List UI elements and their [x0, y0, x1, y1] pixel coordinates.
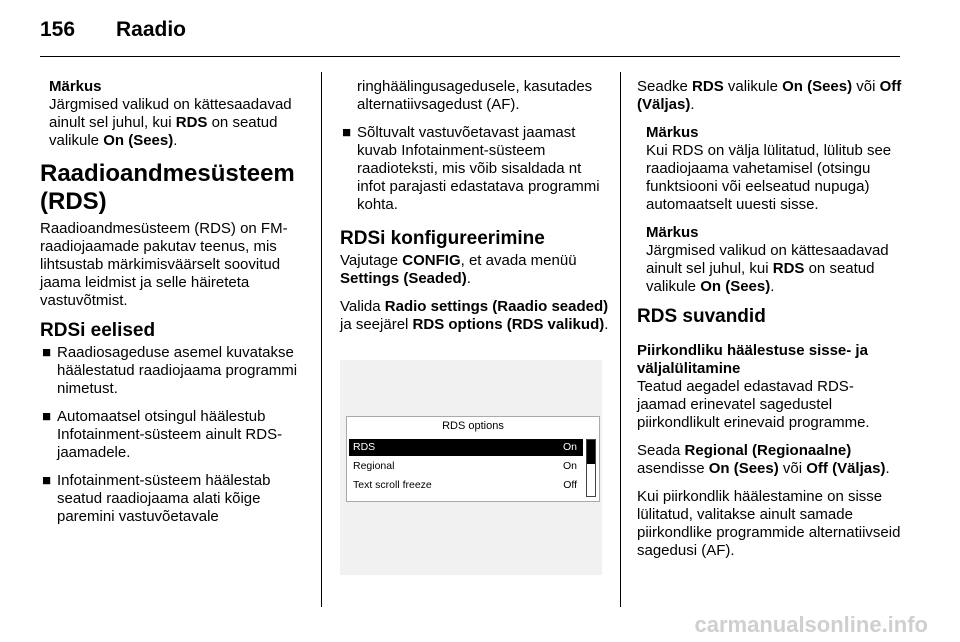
- advantages-list: [40, 344, 310, 526]
- section-title: Raadioandmesüsteem (RDS): [40, 160, 295, 215]
- bullet-icon: ■: [342, 124, 352, 141]
- text: .: [690, 96, 695, 113]
- note-block-2: [646, 124, 902, 214]
- note-block-1: [49, 78, 310, 150]
- config-button-ref: CONFIG: [402, 252, 461, 269]
- text: või: [778, 460, 807, 477]
- column-2: [340, 78, 612, 344]
- menu-scrollbar[interactable]: [586, 439, 596, 497]
- note-text: on seatud valikule: [646, 260, 875, 295]
- note-text: on seatud valikule: [49, 114, 278, 149]
- note-on: On (Sees): [700, 278, 771, 295]
- page-number: 156: [40, 18, 76, 41]
- menu-title: RDS options: [442, 420, 504, 432]
- menu-item-text-scroll-freeze[interactable]: [349, 477, 583, 494]
- column-3: [637, 78, 902, 570]
- continued-text: ringhäälingusagedusele, kasutades alternatiivsagedust (AF).: [357, 78, 593, 113]
- scrollbar-thumb[interactable]: [587, 440, 595, 464]
- note-heading: Märkus: [49, 78, 102, 95]
- list-item: [40, 408, 310, 462]
- note-text: Kui RDS on välja lülitatud, lülitub see raadiojaama vahetamisel (otsingu funktsiooni või eelseatud nupuga) automaatselt uuesti sisse.: [646, 142, 892, 213]
- list-item-text: Sõltuvalt vastuvõetavast jaamast kuvab Infotainment-süsteem raadioteksti, mis võib sisaldada nt infot parajasti edastatava programmi kohta.: [357, 124, 600, 213]
- radio-settings-ref: Radio settings (Raadio seaded): [384, 298, 609, 315]
- menu-item-value: On: [562, 441, 577, 453]
- off-ref: Off (Väljas): [806, 460, 886, 477]
- note-end: .: [770, 278, 775, 295]
- column-1: [40, 78, 310, 536]
- note-rds: RDS: [772, 260, 805, 277]
- note-heading: Märkus: [646, 124, 699, 141]
- menu-item-label: Text scroll freeze: [353, 479, 432, 491]
- config-heading: RDSi konfigureerimine: [340, 228, 545, 249]
- rds-ref: RDS: [692, 78, 724, 95]
- regional-af-text: Kui piirkondlik häälestamine on sisse lülitatud, valitakse ainult samade piirkondlike programmide alternatiivseid sagedusi (AF).: [637, 488, 901, 559]
- text: Valida: [340, 298, 385, 315]
- config-step-1: [340, 252, 612, 288]
- off-ref: Off (Väljas): [637, 78, 902, 113]
- text: või: [852, 78, 880, 95]
- config-step-2: [340, 298, 612, 334]
- text: asendisse: [637, 460, 709, 477]
- on-ref: On (Sees): [708, 460, 779, 477]
- regional-text: Teatud aegadel edastavad RDS-jaamad erinevatel sagedustel piirkondlikult erinevaid programme.: [637, 378, 870, 431]
- note-text: Järgmised valikud on kättesaadavad ainult sel juhul, kui: [646, 242, 889, 277]
- text: , et avada menüü: [460, 252, 577, 269]
- rds-options-heading: RDS suvandid: [637, 306, 766, 327]
- list-item: [340, 124, 612, 214]
- menu-item-label: Regional: [353, 460, 395, 472]
- text: Seadke: [637, 78, 693, 95]
- bullet-icon: ■: [42, 344, 52, 361]
- regional-heading: Piirkondliku häälestuse sisse- ja väljalülitamine: [637, 342, 868, 377]
- watermark: carmanualsonline.info: [694, 612, 928, 637]
- note-on: On (Sees): [103, 132, 174, 149]
- list-item-text: Raadiosageduse asemel kuvatakse häälestatud raadiojaama programmi nimetust.: [57, 344, 298, 397]
- rds-intro: Raadioandmesüsteem (RDS) on FM-raadiojaamade pakutav teenus, mis lihtsustab märkimisväärselt soovitud jaama leidmist ja selle häireteta vastuvõtmist.: [40, 220, 288, 309]
- menu-item-label: RDS: [353, 441, 376, 453]
- features-list: [340, 124, 612, 214]
- menu-item-value: Off: [563, 479, 577, 491]
- text: Seada: [637, 442, 685, 459]
- chapter-title: Raadio: [116, 18, 187, 41]
- settings-menu-ref: Settings (Seaded): [340, 270, 467, 287]
- note-block-3: [646, 224, 902, 296]
- text: .: [604, 316, 609, 333]
- regional-setting-text: [637, 442, 902, 478]
- list-item: [40, 344, 310, 398]
- bullet-icon: ■: [42, 408, 52, 425]
- list-item-text: Automaatsel otsingul häälestub Infotainment-süsteem ainult RDS-jaamadele.: [57, 408, 283, 461]
- rds-options-ref: RDS options (RDS valikud): [412, 316, 605, 333]
- menu-item-rds[interactable]: [349, 439, 583, 456]
- rds-options-menu: [346, 416, 600, 502]
- advantages-heading: RDSi eelised: [40, 320, 156, 341]
- list-item-text: Infotainment-süsteem häälestab seatud raadiojaama alati kõige paremini vastuvõetavale: [57, 472, 271, 525]
- column-divider-1: [321, 72, 322, 607]
- text: Vajutage: [340, 252, 403, 269]
- bullet-icon: ■: [42, 472, 52, 489]
- regional-ref: Regional (Regionaalne): [684, 442, 852, 459]
- note-end: .: [173, 132, 178, 149]
- text: .: [885, 460, 890, 477]
- menu-item-value: On: [562, 460, 577, 472]
- column-divider-2: [620, 72, 621, 607]
- text: valikule: [723, 78, 783, 95]
- rds-options-screen: [340, 360, 602, 575]
- list-item: [40, 472, 310, 526]
- note-rds: RDS: [175, 114, 208, 131]
- on-ref: On (Sees): [782, 78, 853, 95]
- menu-item-regional[interactable]: [349, 458, 583, 475]
- note-text: Järgmised valikud on kättesaadavad ainult sel juhul, kui: [49, 96, 292, 131]
- rds-setting-text: [637, 78, 902, 114]
- text: ja seejärel: [340, 316, 413, 333]
- note-heading: Märkus: [646, 224, 699, 241]
- header-rule: [40, 56, 900, 57]
- text: .: [466, 270, 471, 287]
